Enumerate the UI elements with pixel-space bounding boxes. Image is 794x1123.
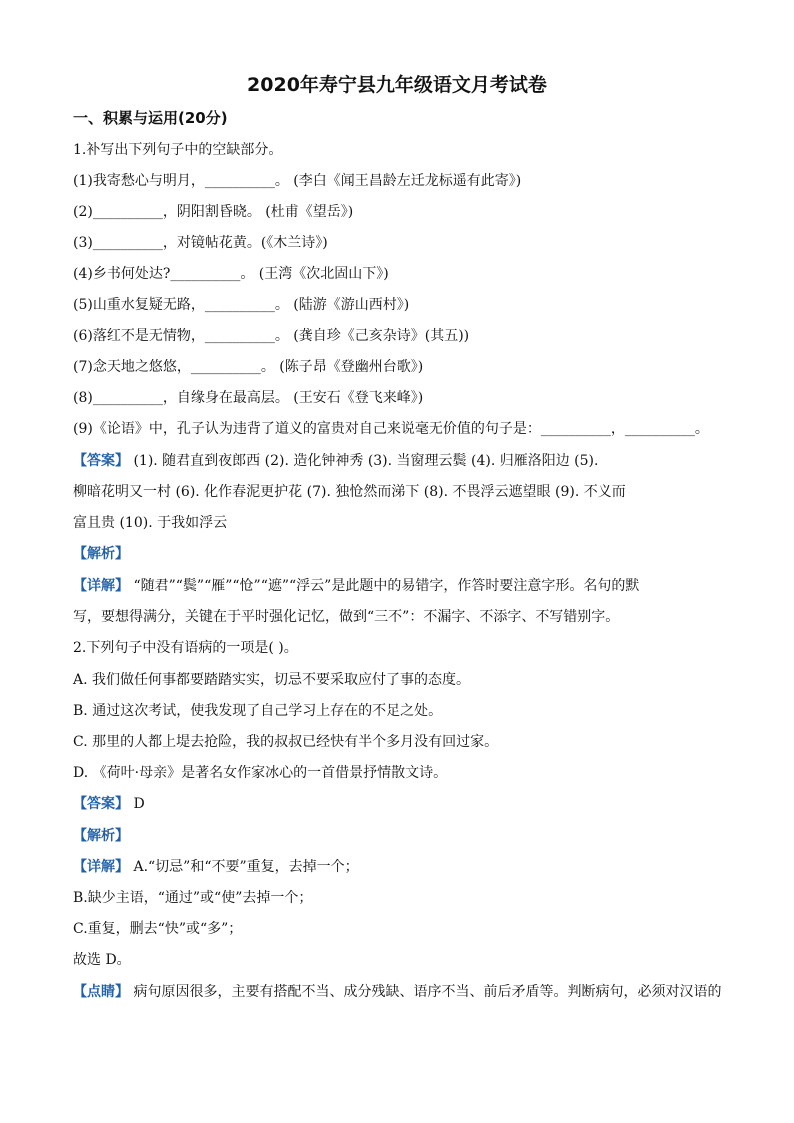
answer-text: (1). 随君直到夜郎西 (2). 造化钟神秀 (3). 当窗理云鬓 (4). 归雁洛阳边 (5). bbox=[133, 453, 599, 469]
question-2-stem: 2.下列句子中没有语病的一项是( )。 bbox=[73, 640, 298, 656]
question-1-item: (9)《论语》中，孔子认为违背了道义的富贵对自己来说毫无价值的句子是：__________，__________。 bbox=[73, 421, 709, 437]
detail-line: C.重复，删去“快”或“多”； bbox=[73, 921, 243, 937]
answer-text: D bbox=[133, 796, 145, 812]
detail-tag: 【详解】 bbox=[73, 578, 129, 594]
question-1-stem: 1.补写出下列句子中的空缺部分。 bbox=[73, 142, 283, 158]
answer-tag: 【答案】 bbox=[73, 453, 129, 469]
detail-line: B.缺少主语，“通过”或“使”去掉一个； bbox=[73, 890, 313, 906]
analysis-tag: 【解析】 bbox=[73, 546, 129, 562]
detail-text: A.“切忌”和“不要”重复，去掉一个； bbox=[133, 859, 359, 875]
answer-line: 富且贵 (10). 于我如浮云 bbox=[73, 515, 228, 531]
question-1-item: (6)落红不是无情物，__________。 (龚自珍《己亥杂诗》(其五)) bbox=[73, 328, 470, 344]
answer-line: 柳暗花明又一村 (6). 化作春泥更护花 (7). 独怆然而涕下 (8). 不畏浮云遮望眼 (9). 不义而 bbox=[73, 484, 626, 500]
tip-line bbox=[73, 982, 728, 1002]
page-title: 2020年寿宁县九年级语文月考试卷 bbox=[247, 74, 547, 96]
analysis-tag: 【解析】 bbox=[73, 828, 129, 844]
answer-line bbox=[73, 794, 728, 814]
option-d: D. 《荷叶·母亲》是著名女作家冰心的一首借景抒情散文诗。 bbox=[73, 765, 448, 781]
detail-text: “随君”“鬓”“雁”“怆”“遮”“浮云”是此题中的易错字，作答时要注意字形。名句的默 bbox=[133, 578, 640, 594]
question-1-item: (2)__________，阴阳割昏晓。 (杜甫《望岳》) bbox=[73, 204, 354, 220]
answer-line bbox=[73, 451, 728, 471]
question-1-item: (1)我寄愁心与明月，__________。 (李白《闻王昌龄左迁龙标遥有此寄》) bbox=[73, 173, 522, 189]
detail-tag: 【详解】 bbox=[73, 859, 129, 875]
question-1-item: (5)山重水复疑无路，__________。 (陆游《游山西村》) bbox=[73, 297, 410, 313]
detail-line bbox=[73, 576, 728, 596]
option-c: C. 那里的人都上堤去抢险，我的叔叔已经快有半个多月没有回过家。 bbox=[73, 734, 499, 750]
question-1-item: (7)念天地之悠悠，__________。 (陈子昂《登幽州台歌》) bbox=[73, 359, 424, 375]
question-1-item: (8)__________，自缘身在最高层。 (王安石《登飞来峰》) bbox=[73, 390, 424, 406]
option-b: B. 通过这次考试，使我发现了自己学习上存在的不足之处。 bbox=[73, 703, 443, 719]
tip-tag: 【点睛】 bbox=[73, 984, 129, 1000]
answer-tag: 【答案】 bbox=[73, 796, 129, 812]
conclusion-line: 故选 D。 bbox=[73, 952, 131, 968]
question-1-item: (4)乡书何处达?__________。 (王湾《次北固山下》) bbox=[73, 266, 389, 282]
question-1-item: (3)__________，对镜帖花黄。(《木兰诗》) bbox=[73, 235, 328, 251]
tip-text: 病句原因很多，主要有搭配不当、成分残缺、语序不当、前后矛盾等。判断病句，必须对汉语的 bbox=[133, 984, 722, 1000]
section-heading: 一、积累与运用(20分) bbox=[73, 109, 228, 127]
detail-line bbox=[73, 857, 728, 877]
option-a: A. 我们做任何事都要踏踏实实，切忌不要采取应付了事的态度。 bbox=[73, 672, 471, 688]
detail-line: 写，要想得满分，关键在于平时强化记忆，做到“三不”：不漏字、不添字、不写错别字。 bbox=[73, 609, 620, 625]
